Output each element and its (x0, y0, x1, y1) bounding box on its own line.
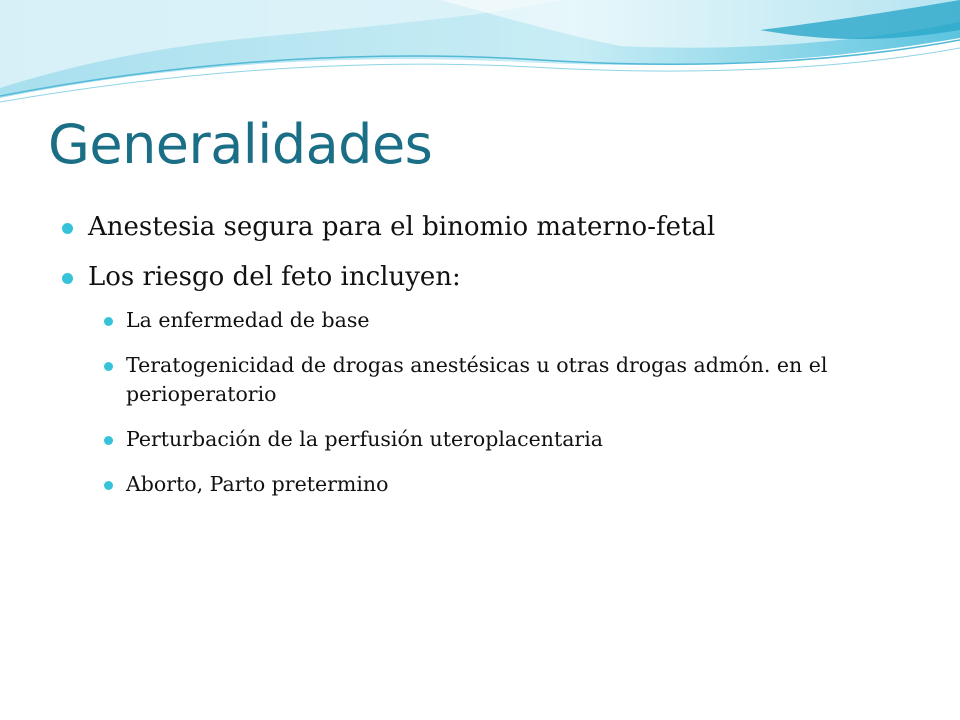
bullet-list (62, 210, 922, 515)
sub-bullet-text: Teratogenicidad de drogas anestésicas u otras drogas admón. en el perioperatorio (126, 353, 828, 406)
bullet-dot-icon (104, 317, 113, 326)
sub-bullet-text: Perturbación de la perfusión uteroplacentaria (126, 427, 604, 451)
bullet-dot-icon (104, 436, 113, 445)
slide-title: Generalidades (48, 113, 433, 176)
bullet-item (62, 260, 922, 499)
sub-bullet-list (104, 306, 922, 499)
sub-bullet-text: La enfermedad de base (126, 308, 370, 332)
sub-bullet-item (104, 306, 922, 335)
bullet-item (62, 210, 922, 244)
bullet-text: Los riesgo del feto incluyen: (88, 262, 461, 292)
bullet-text: Anestesia segura para el binomio materno-fetal (88, 212, 716, 242)
sub-bullet-item (104, 351, 922, 409)
bullet-dot-icon (104, 481, 113, 490)
sub-bullet-text: Aborto, Parto pretermino (126, 472, 389, 496)
bullet-dot-icon (104, 362, 113, 371)
sub-bullet-item (104, 470, 922, 499)
decorative-wave-header (0, 0, 960, 120)
bullet-dot-icon (62, 223, 73, 234)
bullet-dot-icon (62, 273, 73, 284)
sub-bullet-item (104, 425, 922, 454)
